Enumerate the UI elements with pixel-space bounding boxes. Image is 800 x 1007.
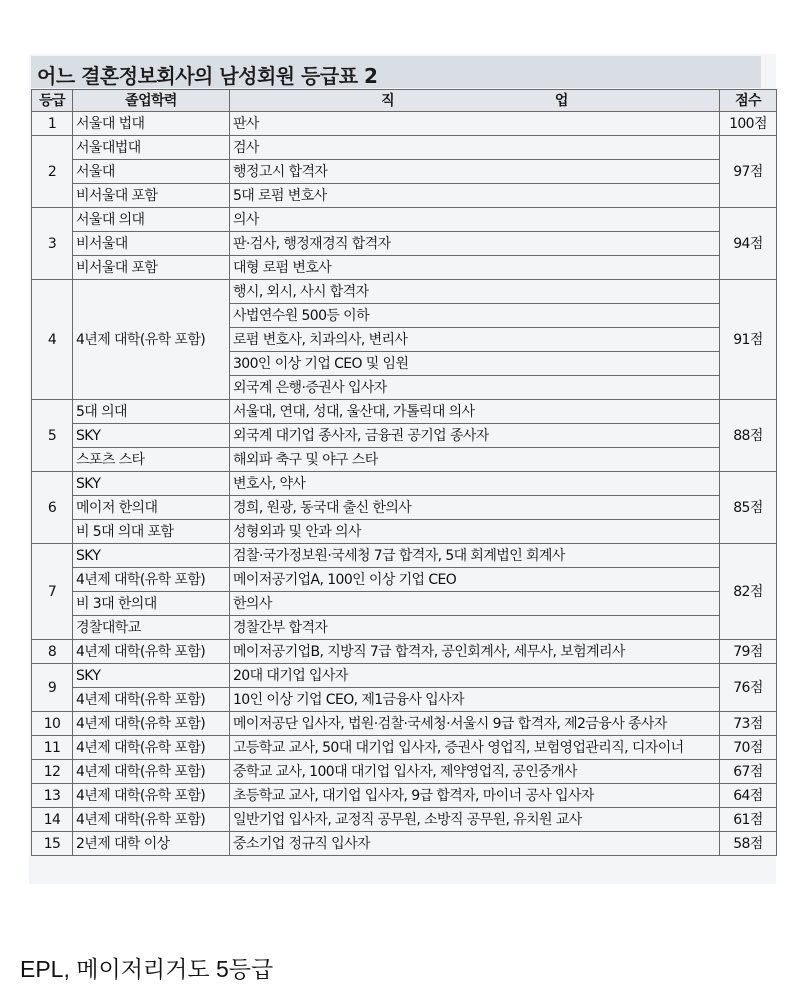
- education-cell: 4년제 대학(유학 포함): [73, 808, 230, 832]
- education-cell: SKY: [73, 424, 230, 448]
- job-cell: 외국계 대기업 종사자, 금융권 공기업 종사자: [230, 424, 720, 448]
- job-cell: 초등학교 교사, 대기업 입사자, 9급 합격자, 마이너 공사 입사자: [230, 784, 720, 808]
- table-title: 어느 결혼정보회사의 남성회원 등급표 2: [37, 64, 378, 88]
- education-cell: SKY: [73, 664, 230, 688]
- education-cell: 서울대 의대: [73, 208, 230, 232]
- table-row: [32, 280, 777, 304]
- table-row: [32, 640, 777, 664]
- job-cell: 성형외과 및 안과 의사: [230, 520, 720, 544]
- grade-cell: 5: [32, 400, 73, 472]
- score-cell: 85점: [720, 472, 777, 544]
- score-cell: 97점: [720, 136, 777, 208]
- job-cell: 서울대, 연대, 성대, 울산대, 가톨릭대 의사: [230, 400, 720, 424]
- job-cell: 메이저공기업B, 지방직 7급 합격자, 공인회계사, 세무사, 보험계리사: [230, 640, 720, 664]
- grade-cell: 14: [32, 808, 73, 832]
- education-cell: 4년제 대학(유학 포함): [73, 784, 230, 808]
- table-row: [32, 400, 777, 424]
- education-cell: 비서울대 포함: [73, 184, 230, 208]
- grade-cell: 15: [32, 832, 73, 856]
- score-cell: 61점: [720, 808, 777, 832]
- education-cell: 5대 의대: [73, 400, 230, 424]
- job-cell: 검사: [230, 136, 720, 160]
- grade-table-body: [32, 112, 777, 856]
- education-cell: 2년제 대학 이상: [73, 832, 230, 856]
- score-cell: 67점: [720, 760, 777, 784]
- score-cell: 73점: [720, 712, 777, 736]
- grade-cell: 10: [32, 712, 73, 736]
- education-cell: SKY: [73, 472, 230, 496]
- education-cell: 4년제 대학(유학 포함): [73, 712, 230, 736]
- education-cell: 서울대 법대: [73, 112, 230, 136]
- job-cell: 경찰간부 합격자: [230, 616, 720, 640]
- table-row: [32, 208, 777, 232]
- education-cell: 메이저 한의대: [73, 496, 230, 520]
- job-cell: 중소기업 정규직 입사자: [230, 832, 720, 856]
- table-row: [32, 496, 777, 520]
- job-cell: 외국계 은행·증권사 입사자: [230, 376, 720, 400]
- table-row: [32, 808, 777, 832]
- education-cell: 서울대: [73, 160, 230, 184]
- score-cell: 88점: [720, 400, 777, 472]
- table-row: [32, 472, 777, 496]
- job-cell: 행시, 외시, 사시 합격자: [230, 280, 720, 304]
- table-row: [32, 568, 777, 592]
- grade-table: [31, 89, 777, 856]
- score-cell: 100점: [720, 112, 777, 136]
- job-cell: 10인 이상 기업 CEO, 제1금융사 입사자: [230, 688, 720, 712]
- job-cell: 판·검사, 행정재경직 합격자: [230, 232, 720, 256]
- job-cell: 경희, 원광, 동국대 출신 한의사: [230, 496, 720, 520]
- job-cell: 해외파 축구 및 야구 스타: [230, 448, 720, 472]
- education-cell: 4년제 대학(유학 포함): [73, 688, 230, 712]
- job-cell: 메이저공기업A, 100인 이상 기업 CEO: [230, 568, 720, 592]
- header-row: [32, 90, 777, 112]
- education-cell: 4년제 대학(유학 포함): [73, 280, 230, 400]
- table-row: [32, 112, 777, 136]
- education-cell: 비 3대 한의대: [73, 592, 230, 616]
- grade-cell: 9: [32, 664, 73, 712]
- table-row: [32, 232, 777, 256]
- score-cell: 91점: [720, 280, 777, 400]
- table-row: [32, 424, 777, 448]
- job-cell: 고등학교 교사, 50대 대기업 입사자, 증권사 영업직, 보험영업관리직, 디자이너: [230, 736, 720, 760]
- job-cell: 의사: [230, 208, 720, 232]
- job-cell: 행정고시 합격자: [230, 160, 720, 184]
- table-row: [32, 760, 777, 784]
- header-score: 점수: [720, 90, 777, 112]
- job-cell: 일반기업 입사자, 교정직 공무원, 소방직 공무원, 유치원 교사: [230, 808, 720, 832]
- table-row: [32, 544, 777, 568]
- grade-cell: 11: [32, 736, 73, 760]
- job-cell: 중학교 교사, 100대 대기업 입사자, 제약영업직, 공인중개사: [230, 760, 720, 784]
- table-row: [32, 664, 777, 688]
- grade-cell: 7: [32, 544, 73, 640]
- header-education: 졸업학력: [73, 90, 230, 112]
- caption-text: EPL, 메이저리거도 5등급: [20, 956, 274, 982]
- job-cell: 대형 로펌 변호사: [230, 256, 720, 280]
- job-cell: 사법연수원 500등 이하: [230, 304, 720, 328]
- table-row: [32, 520, 777, 544]
- score-cell: 76점: [720, 664, 777, 712]
- header-grade: 등급: [32, 90, 73, 112]
- grade-cell: 3: [32, 208, 73, 280]
- table-row: [32, 832, 777, 856]
- table-row: [32, 136, 777, 160]
- table-row: [32, 784, 777, 808]
- table-row: [32, 616, 777, 640]
- education-cell: 비서울대: [73, 232, 230, 256]
- table-row: [32, 736, 777, 760]
- table-row: [32, 592, 777, 616]
- education-cell: 4년제 대학(유학 포함): [73, 568, 230, 592]
- table-row: [32, 160, 777, 184]
- job-cell: 한의사: [230, 592, 720, 616]
- score-cell: 70점: [720, 736, 777, 760]
- job-cell: 검찰·국가정보원·국세청 7급 합격자, 5대 회계법인 회계사: [230, 544, 720, 568]
- education-cell: 비서울대 포함: [73, 256, 230, 280]
- grade-cell: 8: [32, 640, 73, 664]
- job-cell: 메이저공단 입사자, 법원·검찰·국세청·서울시 9급 합격자, 제2금융사 종사자: [230, 712, 720, 736]
- table-row: [32, 448, 777, 472]
- grade-cell: 4: [32, 280, 73, 400]
- score-cell: 64점: [720, 784, 777, 808]
- header-job: 직 업: [230, 90, 720, 112]
- grade-cell: 12: [32, 760, 73, 784]
- table-row: [32, 256, 777, 280]
- education-cell: 경찰대학교: [73, 616, 230, 640]
- score-cell: 94점: [720, 208, 777, 280]
- job-cell: 20대 대기업 입사자: [230, 664, 720, 688]
- grade-cell: 13: [32, 784, 73, 808]
- score-cell: 82점: [720, 544, 777, 640]
- education-cell: 4년제 대학(유학 포함): [73, 760, 230, 784]
- grade-cell: 2: [32, 136, 73, 208]
- job-cell: 5대 로펌 변호사: [230, 184, 720, 208]
- table-row: [32, 184, 777, 208]
- job-cell: 변호사, 약사: [230, 472, 720, 496]
- education-cell: 스포츠 스타: [73, 448, 230, 472]
- score-cell: 79점: [720, 640, 777, 664]
- education-cell: SKY: [73, 544, 230, 568]
- education-cell: 4년제 대학(유학 포함): [73, 736, 230, 760]
- grade-cell: 1: [32, 112, 73, 136]
- table-row: [32, 712, 777, 736]
- job-cell: 판사: [230, 112, 720, 136]
- education-cell: 4년제 대학(유학 포함): [73, 640, 230, 664]
- education-cell: 서울대법대: [73, 136, 230, 160]
- score-cell: 58점: [720, 832, 777, 856]
- education-cell: 비 5대 의대 포함: [73, 520, 230, 544]
- job-cell: 로펌 변호사, 치과의사, 변리사: [230, 328, 720, 352]
- job-cell: 300인 이상 기업 CEO 및 임원: [230, 352, 720, 376]
- grade-cell: 6: [32, 472, 73, 544]
- table-row: [32, 688, 777, 712]
